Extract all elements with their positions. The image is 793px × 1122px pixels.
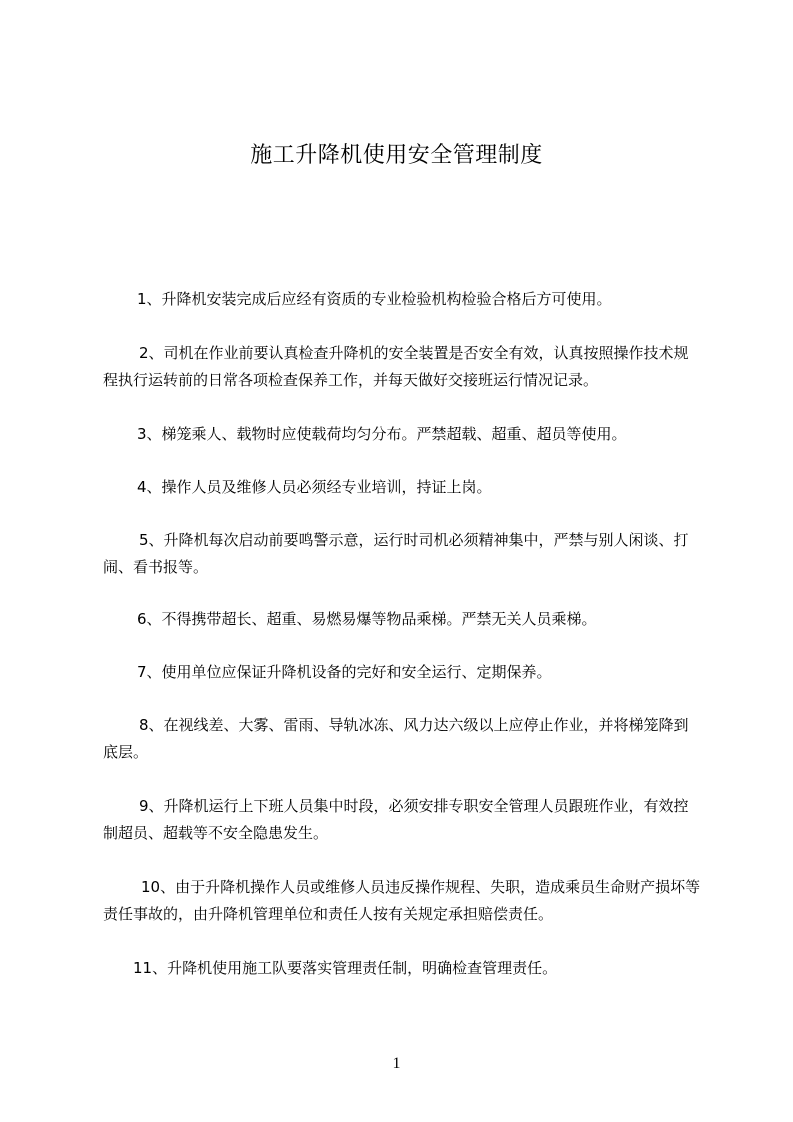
paragraph-10: 10、由于升降机操作人员或维修人员违反操作规程、失职，造成乘员生命财产损坏等责任事故的，由升降机管理单位和责任人按有关规定承担赔偿责任。	[103, 878, 701, 923]
paragraph-9: 9、升降机运行上下班人员集中时段，必须安排专职安全管理人员跟班作业，有效控制超员、超载等不安全隐患发生。	[103, 797, 689, 842]
paragraph-2: 2、司机在作业前要认真检查升降机的安全装置是否安全有效，认真按照操作技术规程执行运转前的日常各项检查保养工作，并每天做好交接班运行情况记录。	[103, 344, 689, 389]
page-title: 施工升降机使用安全管理制度	[250, 143, 543, 168]
paragraph-7: 7、使用单位应保证升降机设备的完好和安全运行、定期保养。	[137, 663, 552, 681]
paragraph-5: 5、升降机每次启动前要鸣警示意，运行时司机必须精神集中，严禁与别人闲谈、打闹、看书报等。	[103, 531, 689, 576]
paragraph-4: 4、操作人员及维修人员必须经专业培训，持证上岗。	[137, 478, 492, 496]
paragraph-1: 1、升降机安装完成后应经有资质的专业检验机构检验合格后方可使用。	[137, 290, 612, 308]
paragraph-8: 8、在视线差、大雾、雷雨、导轨冰冻、风力达六级以上应停止作业，并将梯笼降到底层。	[103, 716, 689, 761]
paragraph-3: 3、梯笼乘人、载物时应使载荷均匀分布。严禁超载、超重、超员等使用。	[137, 425, 627, 443]
page-number: 1	[392, 1055, 401, 1072]
paragraph-11: 11、升降机使用施工队要落实管理责任制，明确检查管理责任。	[133, 959, 558, 977]
paragraph-6: 6、不得携带超长、超重、易燃易爆等物品乘梯。严禁无关人员乘梯。	[137, 610, 597, 628]
